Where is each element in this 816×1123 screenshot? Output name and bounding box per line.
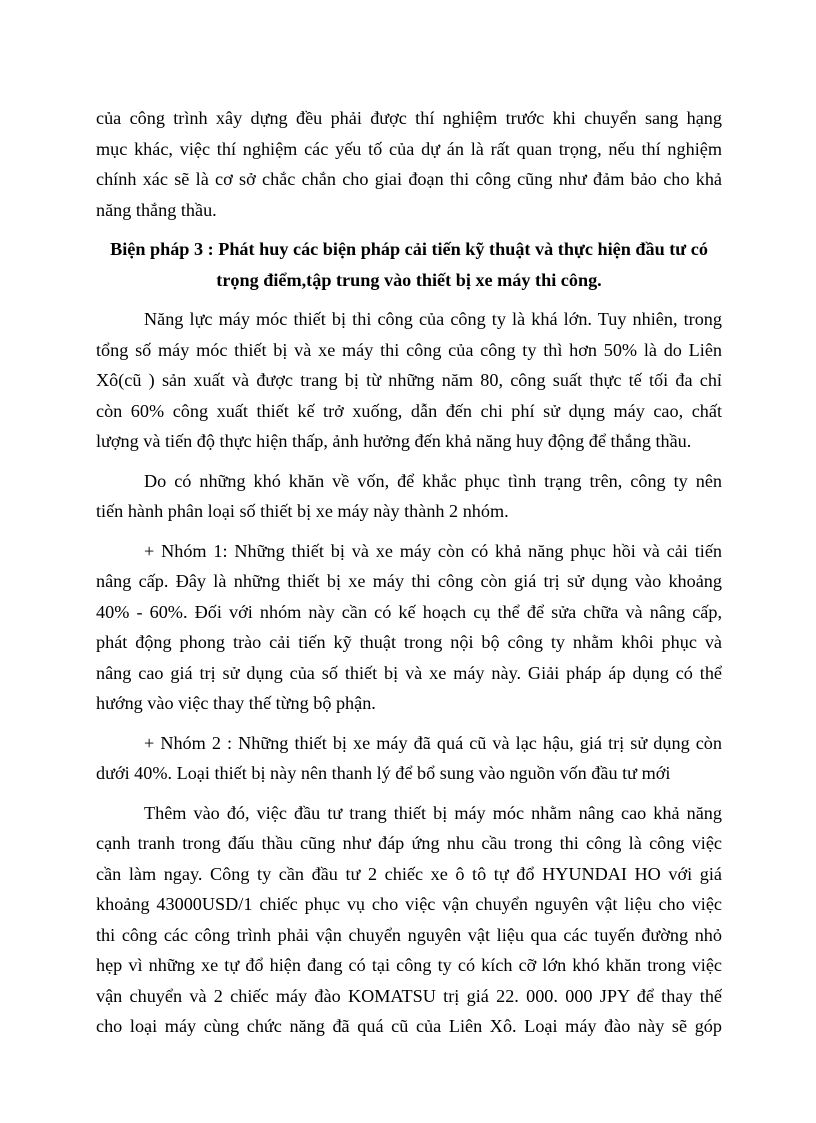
paragraph-group-1: [96, 536, 722, 719]
paragraph-difficulty: [96, 466, 722, 527]
text-line: mục khác, việc thí nghiệm các yếu tố của dự án là rất quan trọng, nếu thí nghiệm: [96, 138, 722, 159]
text-line: 40% - 60%. Đối với nhóm này cần có kế hoạch cụ thể để sửa chữa và nâng cấp,: [96, 601, 722, 622]
text-line: + Nhóm 2 : Những thiết bị xe máy đã quá cũ và lạc hậu, giá trị sử dụng còn: [144, 732, 722, 753]
paragraph-group-2: [96, 728, 722, 789]
text-line: lượng và tiến độ thực hiện thấp, ảnh hưởng đến khả năng huy động để thắng thầu.: [96, 431, 692, 451]
text-line: + Nhóm 1: Những thiết bị và xe máy còn có khả năng phục hồi và cải tiến: [144, 540, 722, 561]
text-line: còn 60% công xuất thiết kế trở xuống, dẫn đến chi phí sử dụng máy cao, chất: [96, 400, 722, 421]
heading-line: Biện pháp 3 : Phát huy các biện pháp cải tiến kỹ thuật và thực hiện đầu tư có: [110, 239, 708, 259]
text-line: nâng cao giá trị sử dụng của số thiết bị và xe máy này. Giải pháp áp dụng có thể: [96, 662, 722, 683]
text-line: vận chuyển và 2 chiếc máy đào KOMATSU trị giá 22. 000. 000 JPY để thay thế: [96, 985, 722, 1006]
text-line: Năng lực máy móc thiết bị thi công của công ty là khá lớn. Tuy nhiên, trong: [144, 309, 722, 329]
text-line: Thêm vào đó, việc đầu tư trang thiết bị máy móc nhằm nâng cao khả năng: [144, 802, 722, 823]
text-line: dưới 40%. Loại thiết bị này nên thanh lý để bổ sung vào nguồn vốn đầu tư mới: [96, 763, 671, 783]
heading-line: trọng điểm,tập trung vào thiết bị xe máy thi công.: [216, 269, 602, 290]
text-line: hướng vào việc thay thế từng bộ phận.: [96, 693, 376, 713]
text-line: của công trình xây dựng đều phải được thí nghiệm trước khi chuyển sang hạng: [96, 108, 722, 128]
paragraph-investment: [96, 798, 722, 1042]
text-line: Xô(cũ ) sản xuất và được trang bị từ những năm 80, công suất thực tế tối đa chỉ: [96, 370, 722, 390]
paragraph-intro: [96, 103, 722, 225]
text-line: cho loại máy cùng chức năng đã quá cũ của Liên Xô. Loại máy đào này sẽ góp: [96, 1016, 722, 1036]
text-line: khoảng 43000USD/1 chiếc phục vụ cho việc vận chuyển nguyên vật liệu cho việc: [96, 894, 722, 914]
text-line: thi công các công trình phải vận chuyển nguyên vật liệu qua các tuyến đường nhỏ: [96, 924, 722, 945]
section-heading: [96, 234, 722, 295]
text-line: nâng cấp. Đây là những thiết bị xe máy thi công còn giá trị sử dụng vào khoảng: [96, 571, 722, 591]
paragraph-capacity: [96, 304, 722, 457]
text-line: năng thắng thầu.: [96, 199, 217, 220]
text-line: cần làm ngay. Công ty cần đầu tư 2 chiếc xe ô tô tự đổ HYUNDAI HO với giá: [96, 863, 722, 884]
text-line: chính xác sẽ là cơ sở chắc chắn cho giai đoạn thi công cũng như đảm bảo cho khả: [96, 169, 722, 189]
text-line: Do có những khó khăn về vốn, để khắc phục tình trạng trên, công ty nên: [144, 470, 722, 491]
text-line: tổng số máy móc thiết bị và xe máy thi công của công ty thì hơn 50% là do Liên: [96, 339, 722, 360]
document-page: [96, 103, 722, 1051]
text-line: cạnh tranh trong đấu thầu cũng như đáp ứng nhu cầu trong thi công là công việc: [96, 833, 722, 853]
text-line: tiến hành phân loại số thiết bị xe máy này thành 2 nhóm.: [96, 501, 509, 521]
text-line: phát động phong trào cải tiến kỹ thuật trong nội bộ công ty nhằm khôi phục và: [96, 632, 722, 652]
text-line: hẹp vì những xe tự đổ hiện đang có tại công ty có kích cỡ lớn khó khăn trong việc: [96, 955, 722, 975]
